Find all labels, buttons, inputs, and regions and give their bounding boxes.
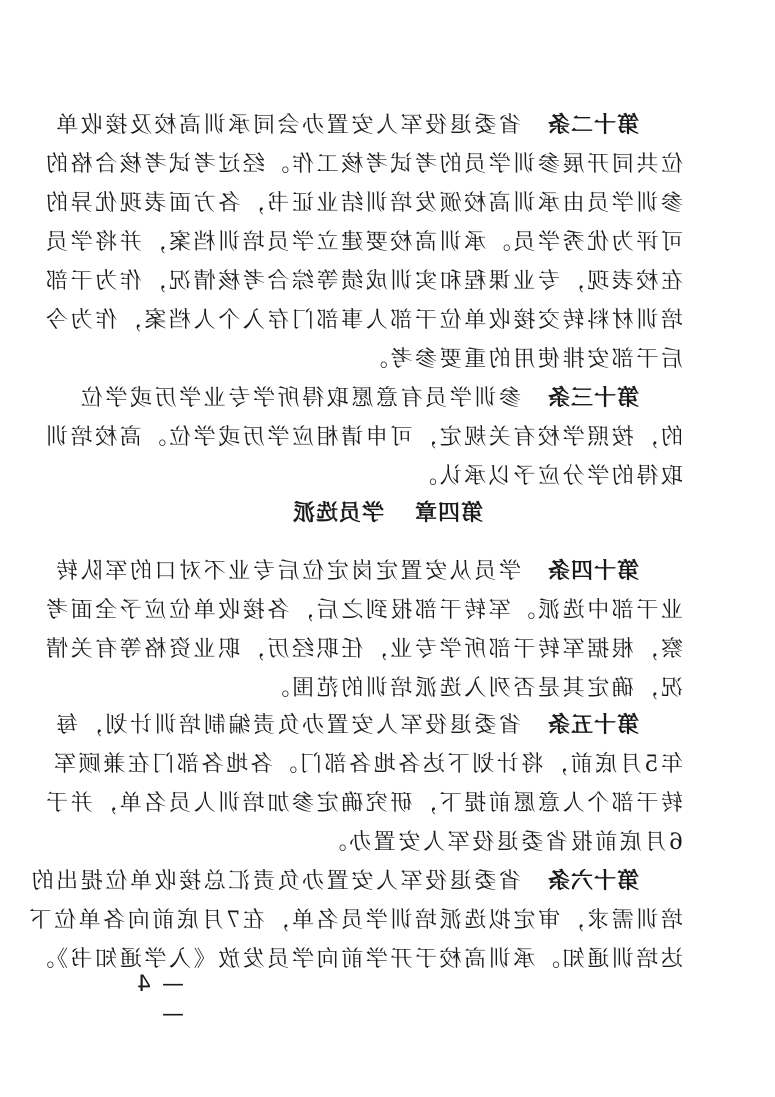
article-12-line-4: 可评为优秀学员。承训高校要建立学员培训档案，并将学员 [43,230,683,255]
article-16-line-3: 达培训通知。承训高校于开学前向学员发放《入学通知书》。 [29,947,683,972]
article-13-line-2: 的，按照学校有关规定，可申请相应学历或学位。高校培训 [43,425,683,450]
article-13-label: 第十三条 [546,386,639,411]
chapter-title: 学员选派 [291,501,384,526]
article-15-line-2: 年5月底前，将计划下达各地各部门。各地各部门在兼顾军 [51,752,683,777]
article-14-line-2: 业干部中选派。军转干部报到之后，各接收单位应予全面考 [43,598,683,623]
article-12-line-7: 后干部安排使用的重要参考。 [363,347,683,372]
article-16-line-1: 第十六条省委退役军人安置办负责汇总接收单位提出的 [28,869,639,894]
article-13-line-1: 第十三条参训学员有意愿取得所学专业学历或学位 [78,386,639,411]
chapter-number: 第四章 [414,501,484,526]
article-12-line-3: 参训学员由承训高校颁发培训结业证书，各方面表现优异的 [43,191,683,216]
article-14-line-4: 况，确定其是否列入选派培训的范围。 [264,676,683,701]
article-14-line-1: 第十四条学员从安置定岗定位后专业不对口的军队转 [53,559,639,584]
article-12-line-2: 位共同开展参训学员的考试考核工作。经过考试考核合格的 [43,152,683,177]
article-14-line-3: 察，根据军转干部所学专业，任职经历，职业资格等有关情 [43,637,683,662]
article-12-line-6: 培训材料转交接收单位干部人事部门存入个人档案，作为今 [43,308,683,333]
article-15-line-3: 转干部个人意愿前提下，研究确定参加培训人员名单，并于 [43,791,683,816]
page-number: — 4 — [135,972,184,1027]
article-15-line-1: 第十五条省委退役军人安置办负责编制培训计划，每 [53,713,639,738]
article-16-line-2: 培训需求，审定拟选派培训学员名单，在7月底前向各单位下 [26,908,683,933]
article-13-line-3: 取得的学分应予以承认。 [412,464,683,489]
article-12-line-1: 第十二条省委退役军人安置办会同承训高校及接收单 [53,113,639,138]
article-16-label: 第十六条 [546,869,639,894]
article-15-line-4: 6月底前报省委退役军人安置办。 [322,830,683,855]
article-12-label: 第十二条 [546,113,639,138]
article-12-line-5: 在校表现，专业课程和实训成绩等综合考核情况，作为干部 [43,269,683,294]
chapter-heading [0,496,775,532]
article-15-label: 第十五条 [546,713,639,738]
article-14-label: 第十四条 [546,559,639,584]
